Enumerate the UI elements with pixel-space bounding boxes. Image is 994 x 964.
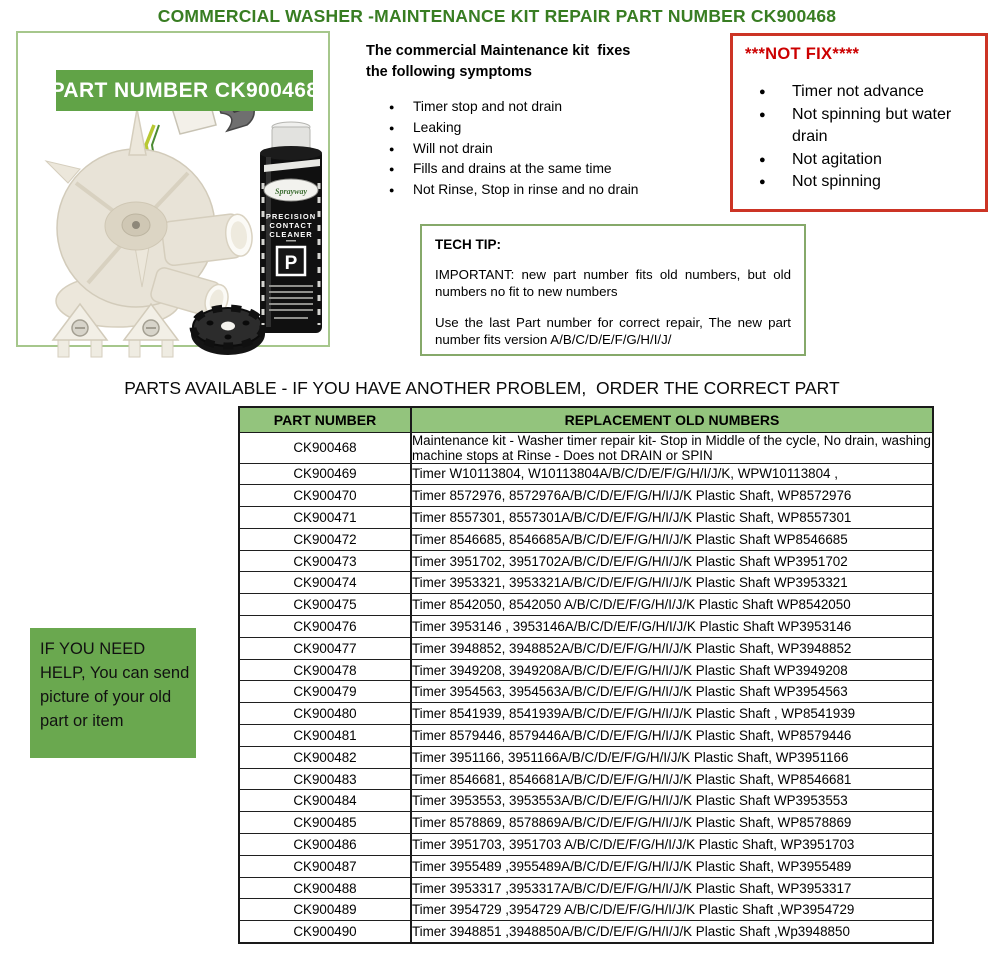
help-note: IF YOU NEED HELP, You can send picture of your old part or item [30,628,196,758]
symptom-text: Not Rinse, Stop in rinse and no drain [413,182,639,198]
part-number-banner: PART NUMBER CK900468 [56,70,313,111]
can-line1: PRECISION [265,212,317,221]
replacement-cell: Timer 8546685, 8546685A/B/C/D/E/F/G/H/I/J/K Plastic Shaft WP8546685 [411,528,933,550]
replacement-cell: Timer 3951703, 3951703 A/B/C/D/E/F/G/H/I/J/K Plastic Shaft, WP3951703 [411,834,933,856]
part-number-cell: CK900469 [239,463,411,485]
not-fix-item [745,171,985,194]
part-number-cell: CK900487 [239,855,411,877]
not-fix-item [745,149,985,172]
table-row [239,572,933,594]
part-number-cell: CK900485 [239,812,411,834]
not-fix-text: Not agitation [792,150,882,168]
bullet-icon: ● [389,122,395,133]
symptoms-section [366,41,728,201]
replacement-cell: Timer 3955489 ,3955489A/B/C/D/E/F/G/H/I/J/K Plastic Shaft, WP3955489 [411,855,933,877]
replacement-cell: Maintenance kit - Washer timer repair kit- Stop in Middle of the cycle, No drain, washing machine stops at Rinse - Does not DRAIN or SPIN [411,432,933,463]
part-number-cell: CK900468 [239,432,411,463]
symptom-item [366,118,728,139]
replacement-cell: Timer 3953317 ,3953317A/B/C/D/E/F/G/H/I/J/K Plastic Shaft, WP3953317 [411,877,933,899]
page-title: COMMERCIAL WASHER -MAINTENANCE KIT REPAIR PART NUMBER CK900468 [157,6,837,26]
not-fix-text: Not spinning [792,173,881,190]
tech-tip-paragraph-1: IMPORTANT: new part number fits old numbers, but old numbers no fit to new numbers [435,267,791,299]
part-number-cell: CK900476 [239,616,411,638]
part-number-cell: CK900488 [239,877,411,899]
table-row [239,528,933,550]
column-header-part-number: PART NUMBER [239,407,411,432]
replacement-cell: Timer 3953321, 3953321A/B/C/D/E/F/G/H/I/J/K Plastic Shaft WP3953321 [411,572,933,594]
tech-tip-title: TECH TIP: [435,237,501,252]
part-number-cell: CK900475 [239,594,411,616]
table-row [239,921,933,943]
replacement-cell: Timer 8579446, 8579446A/B/C/D/E/F/G/H/I/J/K Plastic Shaft, WP8579446 [411,725,933,747]
replacement-cell: Timer 3948852, 3948852A/B/C/D/E/F/G/H/I/J/K Plastic Shaft, WP3948852 [411,637,933,659]
part-number-cell: CK900482 [239,746,411,768]
table-row [239,812,933,834]
symptoms-heading-line2: the following symptoms [366,63,532,80]
not-fix-item [745,104,985,149]
can-line2: CONTACT [269,221,313,230]
replacement-cell: Timer 3954729 ,3954729 A/B/C/D/E/F/G/H/I/J/K Plastic Shaft ,WP3954729 [411,899,933,921]
table-row [239,725,933,747]
part-number-cell: CK900470 [239,485,411,507]
not-fix-list [745,81,985,194]
part-number-cell: CK900471 [239,507,411,529]
bullet-icon: ● [759,153,766,166]
replacement-cell: Timer 8578869, 8578869A/B/C/D/E/F/G/H/I/J/K Plastic Shaft, WP8578869 [411,812,933,834]
symptom-text: Will not drain [413,140,493,156]
table-row [239,855,933,877]
table-row [239,507,933,529]
table-row [239,616,933,638]
table-row [239,790,933,812]
bullet-icon: ● [389,185,395,196]
spray-can-icon [260,122,322,333]
tech-tip-paragraph-2: Use the last Part number for correct repair, The new part number fits version A/B/C/D/E/F/G/H/I/J/ [435,315,791,347]
table-row [239,834,933,856]
table-row [239,594,933,616]
symptom-item [366,97,728,118]
replacement-cell: Timer 3948851 ,3948850A/B/C/D/E/F/G/H/I/J/K Plastic Shaft ,Wp3948850 [411,921,933,943]
part-number-cell: CK900490 [239,921,411,943]
symptom-item [366,180,728,201]
parts-available-heading: PARTS AVAILABLE - IF YOU HAVE ANOTHER PROBLEM, ORDER THE CORRECT PART [124,378,840,398]
replacement-cell: Timer 8546681, 8546681A/B/C/D/E/F/G/H/I/J/K Plastic Shaft, WP8546681 [411,768,933,790]
part-number-cell: CK900478 [239,659,411,681]
product-photo-panel [16,31,330,347]
not-fix-item [745,81,985,104]
symptom-text: Timer stop and not drain [413,99,563,114]
not-fix-text: Timer not advance [792,83,924,100]
replacement-cell: Timer 8541939, 8541939A/B/C/D/E/F/G/H/I/J/K Plastic Shaft , WP8541939 [411,703,933,725]
not-fix-panel [730,33,988,212]
replacement-cell: Timer 3951166, 3951166A/B/C/D/E/F/G/H/I/J/K Plastic Shaft, WP3951166 [411,746,933,768]
replacement-cell: Timer 3951702, 3951702A/B/C/D/E/F/G/H/I/J/K Plastic Shaft WP3951702 [411,550,933,572]
bullet-icon: ● [389,102,395,112]
table-row [239,681,933,703]
part-number-cell: CK900483 [239,768,411,790]
not-fix-title: ***NOT FIX**** [745,45,860,63]
table-row [239,432,933,463]
part-number-cell: CK900489 [239,899,411,921]
symptom-item [366,159,728,180]
part-number-cell: CK900486 [239,834,411,856]
washer-pump-icon [46,109,254,327]
table-row [239,768,933,790]
bullet-icon: ● [389,143,395,154]
part-number-cell: CK900481 [239,725,411,747]
bullet-icon: ● [389,164,395,175]
symptom-text: Leaking [413,119,462,135]
part-number-cell: CK900473 [239,550,411,572]
replacement-cell: Timer 3953146 , 3953146A/B/C/D/E/F/G/H/I/J/K Plastic Shaft WP3953146 [411,616,933,638]
parts-table-header [239,407,933,432]
bullet-icon: ● [759,86,766,98]
table-row [239,550,933,572]
can-brand-label: Sprayway [275,187,307,196]
table-row [239,899,933,921]
table-row [239,659,933,681]
table-row [239,463,933,485]
tech-tip-panel [420,224,806,356]
replacement-cell: Timer 3954563, 3954563A/B/C/D/E/F/G/H/I/J/K Plastic Shaft WP3954563 [411,681,933,703]
part-number-cell: CK900479 [239,681,411,703]
table-row [239,703,933,725]
not-fix-text: Not spinning but water drain [792,105,952,145]
parts-table-body [239,432,933,943]
parts-table [238,406,934,944]
can-line3: CLEANER [269,230,313,239]
bullet-icon: ● [759,176,766,188]
part-number-cell: CK900480 [239,703,411,725]
symptom-text: Fills and drains at the same time [413,161,612,177]
part-number-cell: CK900472 [239,528,411,550]
symptoms-heading-line1: The commercial Maintenance kit fixes [366,43,631,59]
table-row [239,746,933,768]
part-number-cell: CK900477 [239,637,411,659]
replacement-cell: Timer 8572976, 8572976A/B/C/D/E/F/G/H/I/J/K Plastic Shaft, WP8572976 [411,485,933,507]
column-header-replacement: REPLACEMENT OLD NUMBERS [411,407,933,432]
can-badge: P [284,253,298,274]
part-number-cell: CK900474 [239,572,411,594]
replacement-cell: Timer 3949208, 3949208A/B/C/D/E/F/G/H/I/J/K Plastic Shaft WP3949208 [411,659,933,681]
symptom-item [366,139,728,160]
replacement-cell: Timer W10113804, W10113804A/B/C/D/E/F/G/H/I/J/K, WPW10113804 , [411,463,933,485]
replacement-cell: Timer 3953553, 3953553A/B/C/D/E/F/G/H/I/J/K Plastic Shaft WP3953553 [411,790,933,812]
motor-coupling-icon [191,308,265,355]
part-number-cell: CK900484 [239,790,411,812]
bullet-icon: ● [759,108,766,121]
table-row [239,637,933,659]
table-row [239,877,933,899]
replacement-cell: Timer 8542050, 8542050 A/B/C/D/E/F/G/H/I/J/K Plastic Shaft WP8542050 [411,594,933,616]
table-row [239,485,933,507]
symptoms-list [366,97,728,201]
replacement-cell: Timer 8557301, 8557301A/B/C/D/E/F/G/H/I/J/K Plastic Shaft, WP8557301 [411,507,933,529]
